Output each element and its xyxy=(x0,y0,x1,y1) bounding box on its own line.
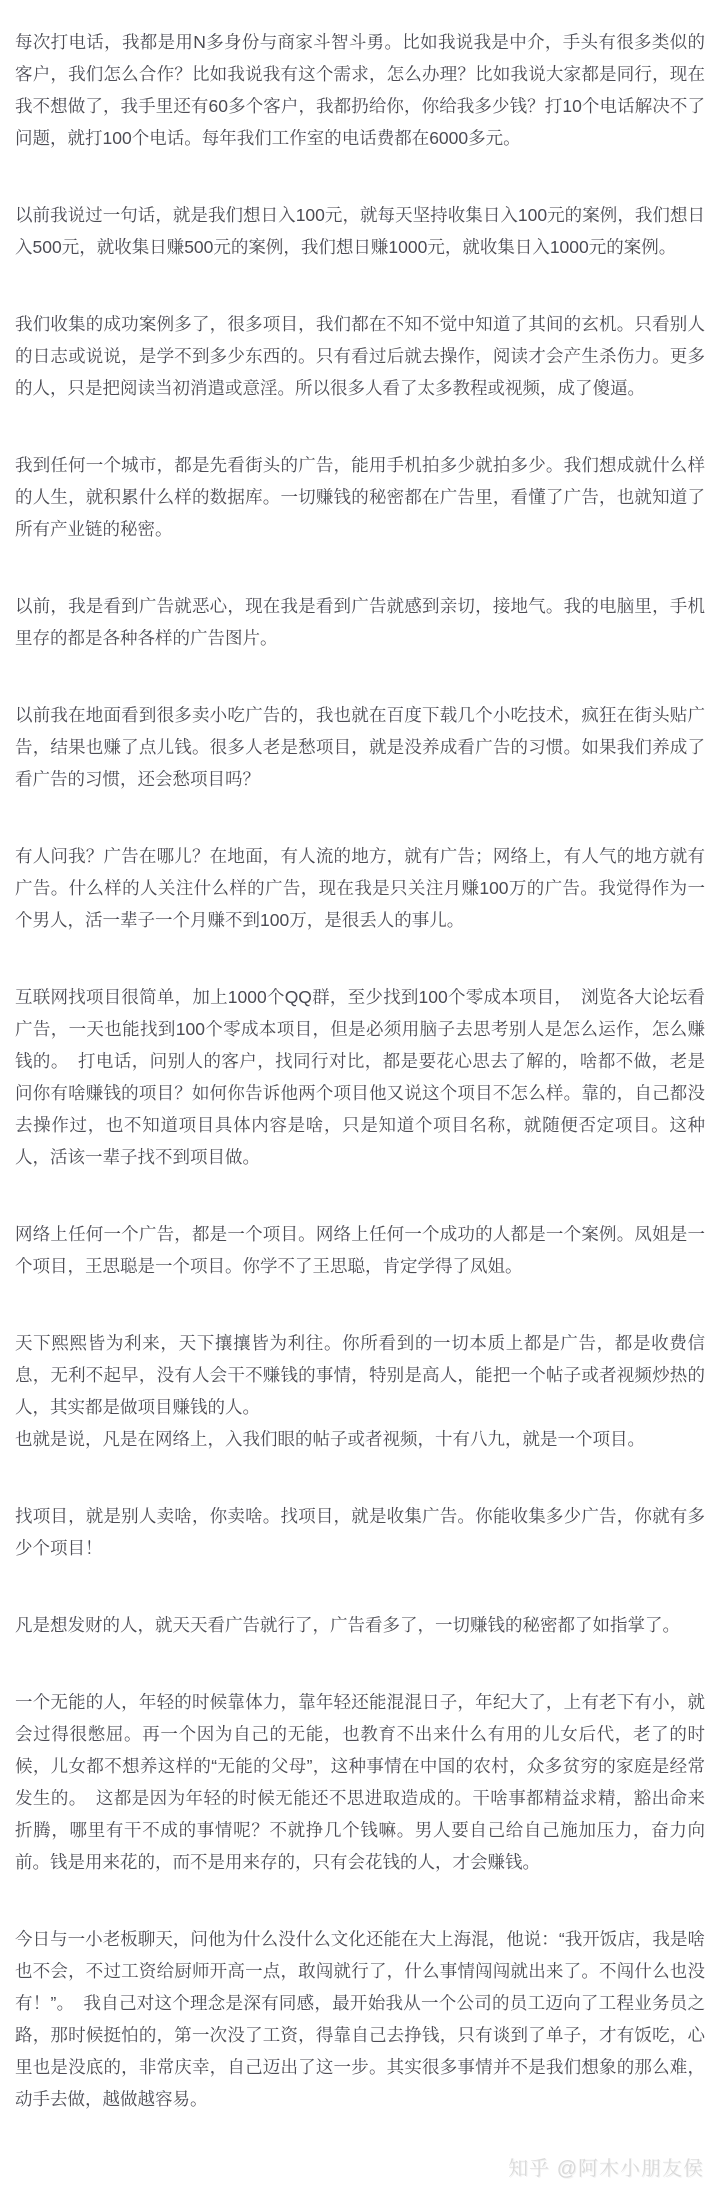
paragraph: 凡是想发财的人，就天天看广告就行了，广告看多了，一切赚钱的秘密都了如指掌了。 xyxy=(15,1615,680,1635)
paragraph: 我到任何一个城市，都是先看街头的广告，能用手机拍多少就拍多少。我们想成就什么样的人生，就积累什么样的数据库。一切赚钱的秘密都在广告里，看懂了广告，也就知道了所有产业链的秘密。 xyxy=(15,455,705,539)
paragraph: 天下熙熙皆为利来，天下攘攘皆为利往。你所看到的一切本质上都是广告，都是收费信息，无利不起早，没有人会干不赚钱的事情，特别是高人，能把一个帖子或者视频炒热的人，其实都是做项目赚钱的人。 xyxy=(15,1333,705,1417)
paragraph: 今日与一小老板聊天，问他为什么没什么文化还能在大上海混，他说：“我开饭店，我是啥也不会，不过工资给厨师开高一点，敢闯就行了，什么事情闯闯就出来了。不闯什么也没有！”。 我自己对这个理念是深有同感，最开始我从一个公司的员工迈向了工程业务员之路，那时候挺怕的，第一次没了工资，得靠自己去挣钱，只有谈到了单子，才有饭吃，心里也是没底的，非常庆幸，自己迈出了这一步。其实很多事情并不是我们想象的那么难，动手去做，越做越容易。 xyxy=(15,1929,705,2109)
paragraph: 以前我在地面看到很多卖小吃广告的，我也就在百度下载几个小吃技术，疯狂在街头贴广告，结果也赚了点儿钱。很多人老是愁项目，就是没养成看广告的习惯。如果我们养成了看广告的习惯，还会愁项目吗？ xyxy=(15,705,705,789)
paragraph: 以前，我是看到广告就恶心，现在我是看到广告就感到亲切，接地气。我的电脑里，手机里存的都是各种各样的广告图片。 xyxy=(15,596,705,648)
paragraph: 找项目，就是别人卖啥，你卖啥。找项目，就是收集广告。你能收集多少广告，你就有多少个项目！ xyxy=(15,1506,705,1558)
paragraph: 网络上任何一个广告，都是一个项目。网络上任何一个成功的人都是一个案例。凤姐是一个项目，王思聪是一个项目。你学不了王思聪，肯定学得了凤姐。 xyxy=(15,1224,705,1276)
paragraph: 互联网找项目很简单，加上1000个QQ群，至少找到100个零成本项目， 浏览各大论坛看广告，一天也能找到100个零成本项目，但是必须用脑子去思考别人是怎么运作，怎么赚钱的。 打电话，问别人的客户，找同行对比，都是要花心思去了解的，啥都不做，老是问你有啥赚钱的项目？如何你告诉他两个项目他又说这个项目不怎么样。靠的，自己都没去操作过，也不知道项目具体内容是啥，只是知道个项目名称，就随便否定项目。这种人，活该一辈子找不到项目做。 xyxy=(15,987,705,1167)
paragraph: 以前我说过一句话，就是我们想日入100元，就每天坚持收集日入100元的案例，我们想日入500元，就收集日赚500元的案例，我们想日赚1000元，就收集日入1000元的案例。 xyxy=(15,205,705,257)
paragraph: 有人问我？广告在哪儿？在地面，有人流的地方，就有广告；网络上，有人气的地方就有广告。什么样的人关注什么样的广告，现在我是只关注月赚100万的广告。我觉得作为一个男人，活一辈子一个月赚不到100万，是很丢人的事儿。 xyxy=(15,846,705,930)
paragraph: 每次打电话，我都是用N多身份与商家斗智斗勇。比如我说我是中介，手头有很多类似的客户，我们怎么合作？比如我说我有这个需求，怎么办理？比如我说大家都是同行，现在我不想做了，我手里还有60多个客户，我都扔给你，你给我多少钱？打10个电话解决不了问题，就打100个电话。每年我们工作室的电话费都在6000多元。 xyxy=(15,32,705,148)
paragraph: 我们收集的成功案例多了，很多项目，我们都在不知不觉中知道了其间的玄机。只看别人的日志或说说，是学不到多少东西的。只有看过后就去操作，阅读才会产生杀伤力。更多的人，只是把阅读当初消遣或意淫。所以很多人看了太多教程或视频，成了傻逼。 xyxy=(15,314,705,398)
zhihu-watermark: 知乎 @阿木小朋友侯 xyxy=(508,2158,704,2180)
paragraph: 一个无能的人，年轻的时候靠体力，靠年轻还能混混日子，年纪大了，上有老下有小，就会过得很憋屈。再一个因为自己的无能，也教育不出来什么有用的儿女后代，老了的时候，儿女都不想养这样的“无能的父母”，这种事情在中国的农村，众多贫穷的家庭是经常发生的。 这都是因为年轻的时候无能还不思进取造成的。干啥事都精益求精，豁出命来折腾，哪里有干不成的事情呢？不就挣几个钱嘛。男人要自己给自己施加压力，奋力向前。钱是用来花的，而不是用来存的，只有会花钱的人，才会赚钱。 xyxy=(15,1692,705,1872)
paragraph-continuation: 也就是说，凡是在网络上，入我们眼的帖子或者视频，十有八九，就是一个项目。 xyxy=(15,1429,645,1449)
